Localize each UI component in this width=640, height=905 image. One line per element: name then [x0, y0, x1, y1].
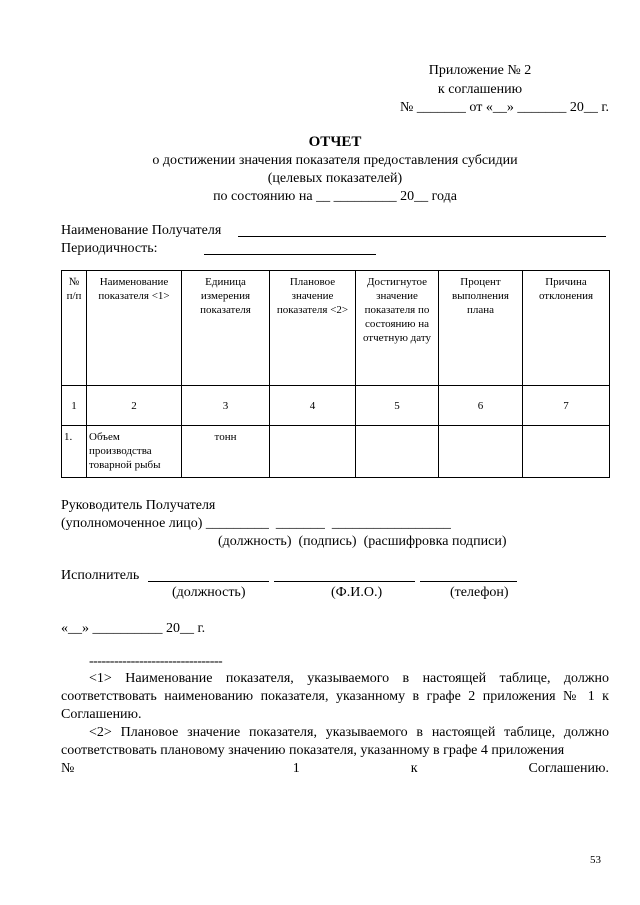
table-row: [62, 426, 610, 478]
table-number-row: [62, 386, 610, 426]
executor-phone-caption: (телефон): [450, 585, 509, 600]
footnotes-block: [61, 670, 609, 778]
appendix-subtitle: к соглашению: [437, 82, 523, 97]
executor-name-caption: (Ф.И.О.): [331, 585, 383, 600]
footnote-2-last-line: № 1 к Соглашению.: [61, 761, 609, 776]
header-cell: Процент выполнения плана: [439, 271, 523, 386]
report-subtitle-2: (целевых показателей): [267, 171, 403, 186]
header-cell: Наименование показателя <1>: [87, 271, 182, 386]
head-label: Руководитель Получателя: [61, 498, 216, 513]
row-number-cell: 1.: [62, 426, 87, 478]
page-number: 53: [590, 854, 601, 866]
unit-cell: тонн: [182, 426, 270, 478]
recipient-label: Наименование Получателя: [61, 223, 222, 238]
column-number: 5: [356, 386, 439, 426]
deviation-reason-cell[interactable]: [523, 426, 610, 478]
column-number: 4: [270, 386, 356, 426]
indicator-name-cell: Объем производства товарной рыбы: [87, 426, 182, 478]
column-number: 3: [182, 386, 270, 426]
appendix-title: Приложение № 2: [428, 63, 532, 78]
executor-position-line[interactable]: [148, 581, 269, 582]
executor-name-line[interactable]: [274, 581, 415, 582]
periodicity-input-line[interactable]: [204, 254, 376, 255]
agreement-reference: № _______ от «__» _______ 20__ г.: [400, 100, 609, 115]
planned-value-cell[interactable]: [270, 426, 356, 478]
periodicity-label: Периодичность:: [61, 241, 158, 256]
head-signature-captions: (должность) (подпись) (расшифровка подписи): [218, 534, 507, 549]
footnote-2: <2> Плановое значение показателя, указываемого в настоящей таблице, должно соответствовать плановому значению показателя, указанному в графе 4 приложения: [61, 725, 609, 758]
header-cell: Единица измерения показателя: [182, 271, 270, 386]
report-date-line: по состоянию на __ _________ 20__ года: [213, 189, 457, 204]
report-title: ОТЧЕТ: [308, 134, 362, 150]
recipient-input-line[interactable]: [238, 236, 606, 237]
authorized-person-line[interactable]: (уполномоченное лицо) _________ _______ _________________: [61, 516, 451, 531]
executor-position-caption: (должность): [172, 585, 246, 600]
achieved-value-cell[interactable]: [356, 426, 439, 478]
header-cell: Плановое значение показателя <2>: [270, 271, 356, 386]
column-number: 1: [62, 386, 87, 426]
column-number: 7: [523, 386, 610, 426]
header-cell: Причина отклонения: [523, 271, 610, 386]
column-number: 6: [439, 386, 523, 426]
executor-phone-line[interactable]: [420, 581, 517, 582]
executor-label: Исполнитель: [61, 568, 140, 583]
footnote-1: <1> Наименование показателя, указываемого в настоящей таблице, должно соответствовать наименованию показателя, указанному в графе 2 приложения № 1 к Соглашению.: [61, 671, 609, 722]
indicator-table: [61, 270, 610, 478]
date-line[interactable]: «__» __________ 20__ г.: [61, 621, 206, 636]
percent-cell[interactable]: [439, 426, 523, 478]
footnote-separator: --------------------------------: [89, 654, 223, 669]
header-cell: Достигнутое значение показателя по состоянию на отчетную дату: [356, 271, 439, 386]
header-cell: № п/п: [62, 271, 87, 386]
table-header-row: [62, 271, 610, 386]
column-number: 2: [87, 386, 182, 426]
report-subtitle-1: о достижении значения показателя предоставления субсидии: [152, 153, 518, 168]
